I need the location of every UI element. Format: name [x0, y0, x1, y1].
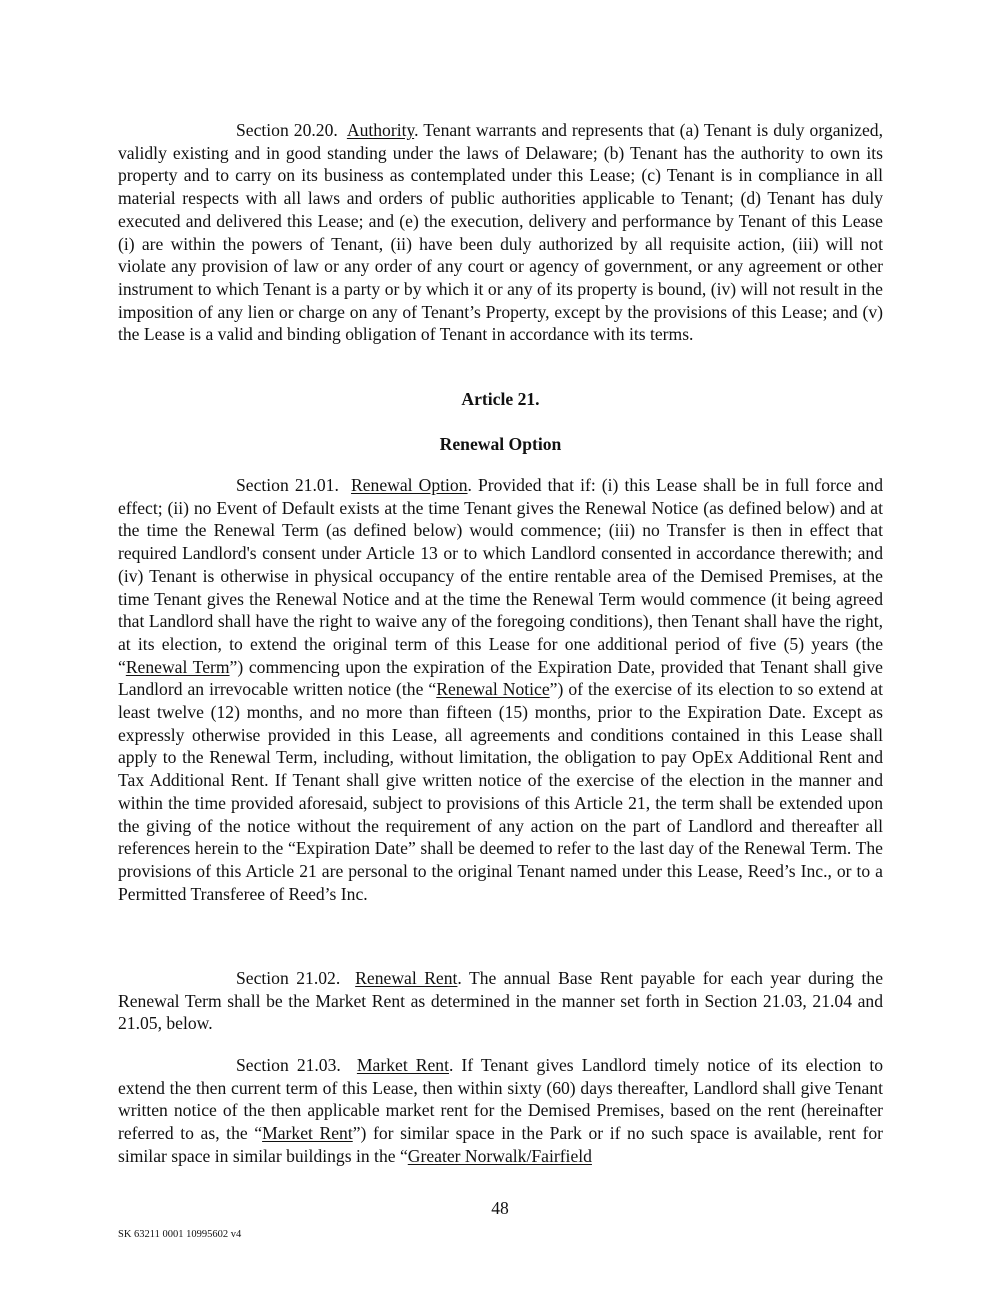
section-21-02-title: Renewal Rent — [355, 968, 458, 988]
article-title: Renewal Option — [439, 434, 562, 454]
section-21-01-paragraph — [118, 474, 883, 905]
section-21-01-body-3: ”) of the exercise of its election to so extend at least twelve (12) months, and no more than fifteen (15) months, prior to the Expiration Date. Except as expressly otherwise provided in this Lease, all agreements and conditions contained in this Lease shall apply to the Renewal Term, including, without limitation, the obligation to pay OpEx Additional Rent and Tax Additional Rent. If Tenant shall give written notice of the exercise of the election in the manner and within the time provided aforesaid, subject to provisions of this Article 21, the term shall be extended upon the giving of the notice without the requirement of any action on the part of Landlord and thereafter all references herein to the “Expiration Date” shall be deemed to refer to the last day of the Renewal Term. The provisions of this Article 21 are personal to the original Tenant named under this Lease, Reed’s Inc., or to a Permitted Transferee of Reed’s Inc. — [118, 679, 883, 904]
section-21-03-paragraph — [118, 1054, 883, 1168]
section-20-20-body: . Tenant warrants and represents that (a) Tenant is duly organized, validly existing and in good standing under the laws of Delaware; (b) Tenant has the authority to own its property and to carry on its business as contemplated under this Lease; (c) Tenant is in compliance in all material respects with all laws and orders of public authorities applicable to Tenant; (d) Tenant has duly executed and delivered this Lease; and (e) the execution, delivery and performance by Tenant of this Lease (i) are within the powers of Tenant, (ii) have been duly authorized by all requisite action, (iii) will not violate any provision of law or any order of any court or agency of government, or any agreement or other instrument to which Tenant is a party or by which it or any of its property is bound, (iv) will not result in the imposition of any lien or charge on any of Tenant’s Property, except by the provisions of this Lease; and (v) the Lease is a valid and binding obligation of Tenant in accordance with its terms. — [118, 120, 883, 345]
section-21-03-body-1: . If Tenant gives Landlord timely notice of its election to extend the then current term of this Lease, then within sixty (60) days thereafter, Landlord shall give Tenant written notice of the then applicable market rent for the Demised Premises, based on the rent (hereinafter referred to as, the “ — [118, 1055, 884, 1144]
section-21-03-title: Market Rent — [356, 1055, 449, 1075]
document-footer-id: SK 63211 0001 10995602 v4 — [118, 1229, 242, 1240]
market-rent-defined: Market Rent — [262, 1123, 353, 1144]
renewal-term-defined: Renewal Term — [125, 656, 230, 677]
section-21-02-body: . The annual Base Rent payable for each year during the Renewal Term shall be the Market Rent as determined in the manner set forth in Section 21.03, 21.04 and 21.05, below. — [118, 968, 884, 1034]
section-21-03-body-2: ”) for similar space in the Park or if no such space is available, rent for similar space in similar buildings in the “ — [118, 1123, 884, 1166]
section-20-20-paragraph — [118, 119, 883, 346]
section-21-02-label: Section 21.02. — [236, 968, 341, 988]
section-21-01-body-2: ”) commencing upon the expiration of the Expiration Date, provided that Tenant shall give Landlord an irrevocable written notice (the “ — [118, 656, 883, 700]
section-21-02-paragraph — [118, 967, 883, 1035]
section-20-20-label: Section 20.20. — [236, 120, 338, 140]
renewal-notice-defined: Renewal Notice — [436, 679, 550, 700]
section-21-01-label: Section 21.01. — [236, 475, 339, 495]
greater-norwalk-fairfield-defined: Greater Norwalk/Fairfield — [407, 1145, 592, 1166]
section-20-20-title: Authority — [346, 120, 415, 140]
section-21-03-label: Section 21.03. — [236, 1055, 341, 1075]
section-21-01-body-1: . Provided that if: (i) this Lease shall be in full force and effect; (ii) no Event of Default exists at the time Tenant gives the Renewal Notice (as defined below) and at the time the Renewal Term (as defined below) would commence; (iii) no Transfer is then in effect that required Landlord's consent under Article 13 or to which Landlord consented in accordance therewith; and (iv) Tenant is otherwise in physical occupancy of the entire rentable area of the Demised Premises, at the time Tenant gives the Renewal Notice and at the time the Renewal Term would commence (it being agreed that Landlord shall have the right to waive any of the foregoing conditions), then Tenant shall have the right, at its election, to extend the original term of this Lease for one additional period of five (5) years (the “ — [118, 475, 884, 677]
section-21-01-title: Renewal Option — [351, 475, 468, 495]
article-number: Article 21. — [461, 389, 540, 409]
page-number: 48 — [491, 1198, 509, 1218]
